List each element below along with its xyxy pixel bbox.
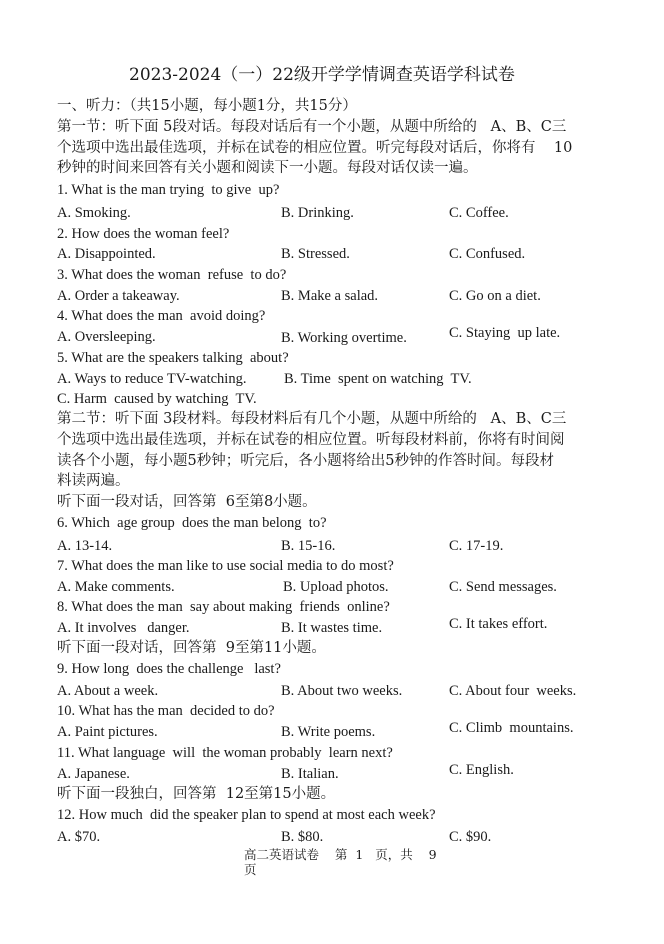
option-b: B. Drinking. (281, 205, 354, 221)
option-b: B. Write poems. (281, 724, 376, 740)
question-stem: 5. What are the speakers talking about? (57, 350, 289, 366)
section-heading: 一、听力：（共15小题，每小题1分，共15分） (57, 98, 357, 114)
question-stem: 11. What language will the woman probably learn next? (57, 745, 393, 761)
option-a: A. Order a takeaway. (57, 288, 180, 304)
option-c: C. $90. (449, 829, 492, 845)
group-note: 听下面一段对话，回答第 9至第11小题。 (57, 640, 326, 656)
option-b: B. Stressed. (281, 246, 350, 262)
option-b: B. Time spent on watching TV. (284, 371, 472, 387)
option-a: A. Ways to reduce TV-watching. (57, 371, 247, 387)
option-a: A. Smoking. (57, 205, 131, 221)
option-a: A. Make comments. (57, 579, 175, 595)
option-a: A. Oversleeping. (57, 329, 156, 345)
option-a: A. It involves danger. (57, 620, 190, 636)
part2-instruction-line: 读各个小题，每小题5秒钟；听完后，各小题将给出5秒钟的作答时间。每段材 (57, 453, 554, 469)
page-footer-wrap: 页 (244, 862, 257, 877)
option-c: C. Send messages. (449, 579, 557, 595)
option-a: A. About a week. (57, 683, 159, 699)
option-a: A. 13-14. (57, 538, 113, 554)
question-stem: 10. What has the man decided to do? (57, 703, 275, 719)
option-b: B. Working overtime. (281, 330, 407, 346)
question-stem: 6. Which age group does the man belong to? (57, 515, 327, 531)
option-c: C. Coffee. (449, 205, 509, 221)
part1-instruction-line: 第一节：听下面 5段对话。每段对话后有一个小题，从题中所给的 A、B、C三 (57, 119, 567, 135)
question-stem: 7. What does the man like to use social media to do most? (57, 558, 394, 574)
question-stem: 8. What does the man say about making friends online? (57, 599, 390, 615)
option-c: C. Go on a diet. (449, 288, 541, 304)
question-stem: 9. How long does the challenge last? (57, 661, 281, 677)
part1-instruction-line: 个选项中选出最佳选项，并标在试卷的相应位置。听完每段对话后，你将有 10 (57, 140, 573, 156)
option-a: A. Disappointed. (57, 246, 156, 262)
question-stem: 4. What does the man avoid doing? (57, 308, 266, 324)
question-stem: 3. What does the woman refuse to do? (57, 267, 287, 283)
option-c: C. It takes effort. (449, 616, 548, 632)
page-footer: 高二英语试卷 第 1 页，共 9 (244, 847, 437, 862)
option-c: C. About four weeks. (449, 683, 577, 699)
option-a: A. Paint pictures. (57, 724, 158, 740)
part1-instruction-line: 秒钟的时间来回答有关小题和阅读下一小题。每段对话仅读一遍。 (57, 160, 478, 176)
option-b: B. Make a salad. (281, 288, 379, 304)
option-c: C. 17-19. (449, 538, 504, 554)
option-c: C. Confused. (449, 246, 526, 262)
option-c: C. Climb mountains. (449, 720, 574, 736)
option-c: C. Harm caused by watching TV. (57, 391, 257, 407)
exam-title: 2023-2024（一）22级开学学情调查英语学科试卷 (129, 65, 515, 85)
option-b: B. It wastes time. (281, 620, 383, 636)
option-a: A. Japanese. (57, 766, 130, 782)
option-b: B. $80. (281, 829, 324, 845)
part2-instruction-line: 料读两遍。 (57, 473, 130, 489)
option-a: A. $70. (57, 829, 101, 845)
question-stem: 2. How does the woman feel? (57, 226, 230, 242)
question-stem: 1. What is the man trying to give up? (57, 182, 280, 198)
part2-instruction-line: 第二节：听下面 3段材料。每段材料后有几个小题，从题中所给的 A、B、C三 (57, 411, 567, 427)
option-b: B. 15-16. (281, 538, 336, 554)
option-c: C. English. (449, 762, 514, 778)
option-b: B. About two weeks. (281, 683, 403, 699)
group-note: 听下面一段独白，回答第 12至第15小题。 (57, 786, 336, 802)
group-note: 听下面一段对话，回答第 6至第8小题。 (57, 494, 317, 510)
option-b: B. Upload photos. (283, 579, 389, 595)
option-b: B. Italian. (281, 766, 339, 782)
part2-instruction-line: 个选项中选出最佳选项，并标在试卷的相应位置。听每段材料前，你将有时间阅 (57, 432, 565, 448)
option-c: C. Staying up late. (449, 325, 561, 341)
question-stem: 12. How much did the speaker plan to spend at most each week? (57, 807, 436, 823)
